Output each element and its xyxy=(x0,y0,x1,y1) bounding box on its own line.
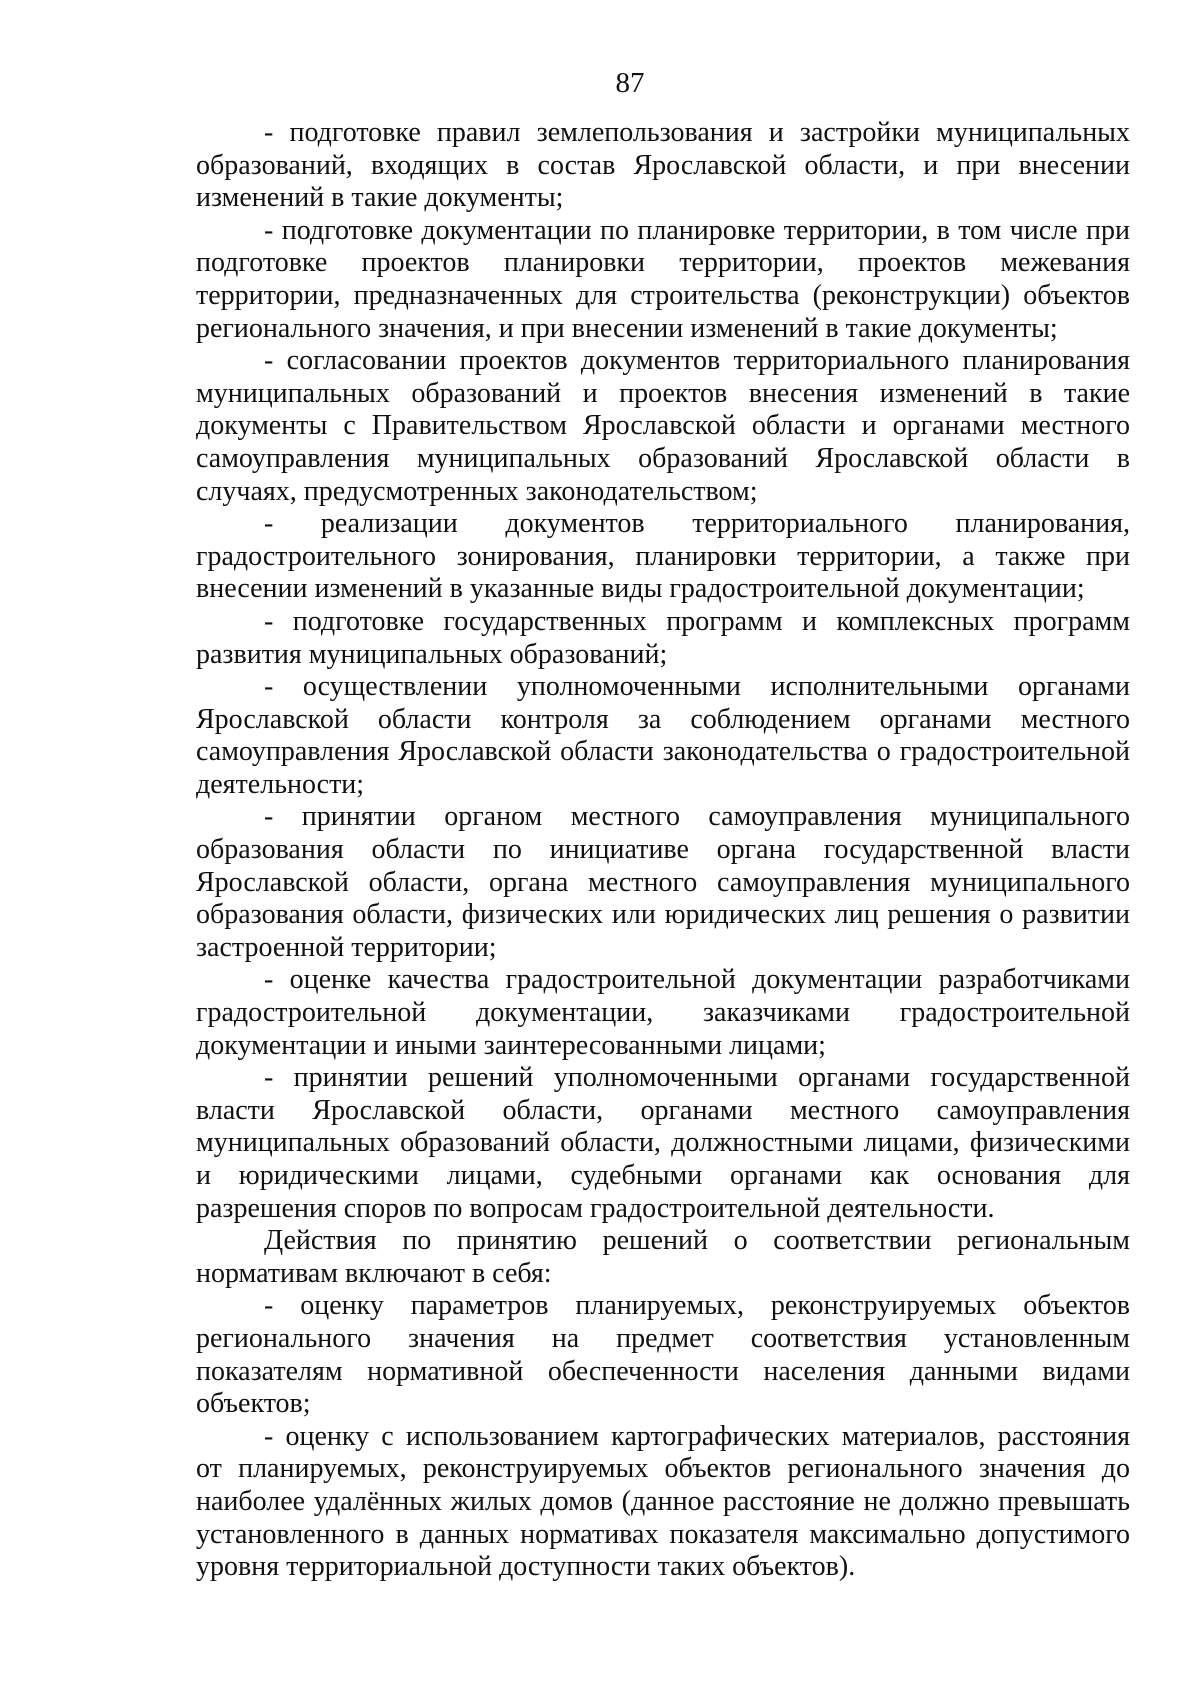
paragraph: - принятии решений уполномоченными органами государственной власти Ярославской области, органами местного самоуправления муниципальных образований области, должностными лицами, физическими и юридическими лицами, судебными органами как основания для разрешения споров по вопросам градостроительной деятельности. xyxy=(196,1062,1130,1224)
document-body xyxy=(196,117,1130,1584)
paragraph: - осуществлении уполномоченными исполнительными органами Ярославской области контроля за соблюдением органами местного самоуправления Ярославской области законодательства о градостроительной деятельности; xyxy=(196,671,1130,800)
paragraph: - оценку с использованием картографических материалов, расстояния от планируемых, реконструируемых объектов регионального значения до наиболее удалённых жилых домов (данное расстояние не должно превышать установленного в данных нормативах показателя максимально допустимого уровня территориальной доступности таких объектов). xyxy=(196,1420,1130,1583)
paragraph: Действия по принятию решений о соответствии региональным нормативам включают в себя: xyxy=(196,1225,1130,1289)
page-number: 87 xyxy=(615,67,645,99)
paragraph: - принятии органом местного самоуправления муниципального образования области по инициативе органа государственной власти Ярославской области, органа местного самоуправления муниципального образования области, физических или юридических лиц решения о развитии застроенной территории; xyxy=(196,801,1130,963)
paragraph: - подготовке государственных программ и комплексных программ развития муниципальных образований; xyxy=(196,605,1130,670)
paragraph: - подготовке правил землепользования и застройки муниципальных образований, входящих в состав Ярославской области, и при внесении изменений в такие документы; xyxy=(196,117,1130,214)
paragraph: - оценке качества градостроительной документации разработчиками градостроительной документации, заказчиками градостроительной документации и иными заинтересованными лицами; xyxy=(196,964,1130,1061)
paragraph: - подготовке документации по планировке территории, в том числе при подготовке проектов планировки территории, проектов межевания территории, предназначенных для строительства (реконструкции) объектов регионального значения, и при внесении изменений в такие документы; xyxy=(196,214,1130,344)
paragraph: - реализации документов территориального планирования, градостроительного зонирования, планировки территории, а также при внесении изменений в указанные виды градостроительной документации; xyxy=(196,508,1130,605)
paragraph: - оценку параметров планируемых, реконструируемых объектов регионального значения на предмет соответствия установленным показателям нормативной обеспеченности населения данными видами объектов; xyxy=(196,1290,1130,1420)
paragraph: - согласовании проектов документов территориального планирования муниципальных образований и проектов внесения изменений в такие документы с Правительством Ярославской области и органами местного самоуправления муниципальных образований Ярославской области в случаях, предусмотренных законодательством; xyxy=(196,345,1130,507)
